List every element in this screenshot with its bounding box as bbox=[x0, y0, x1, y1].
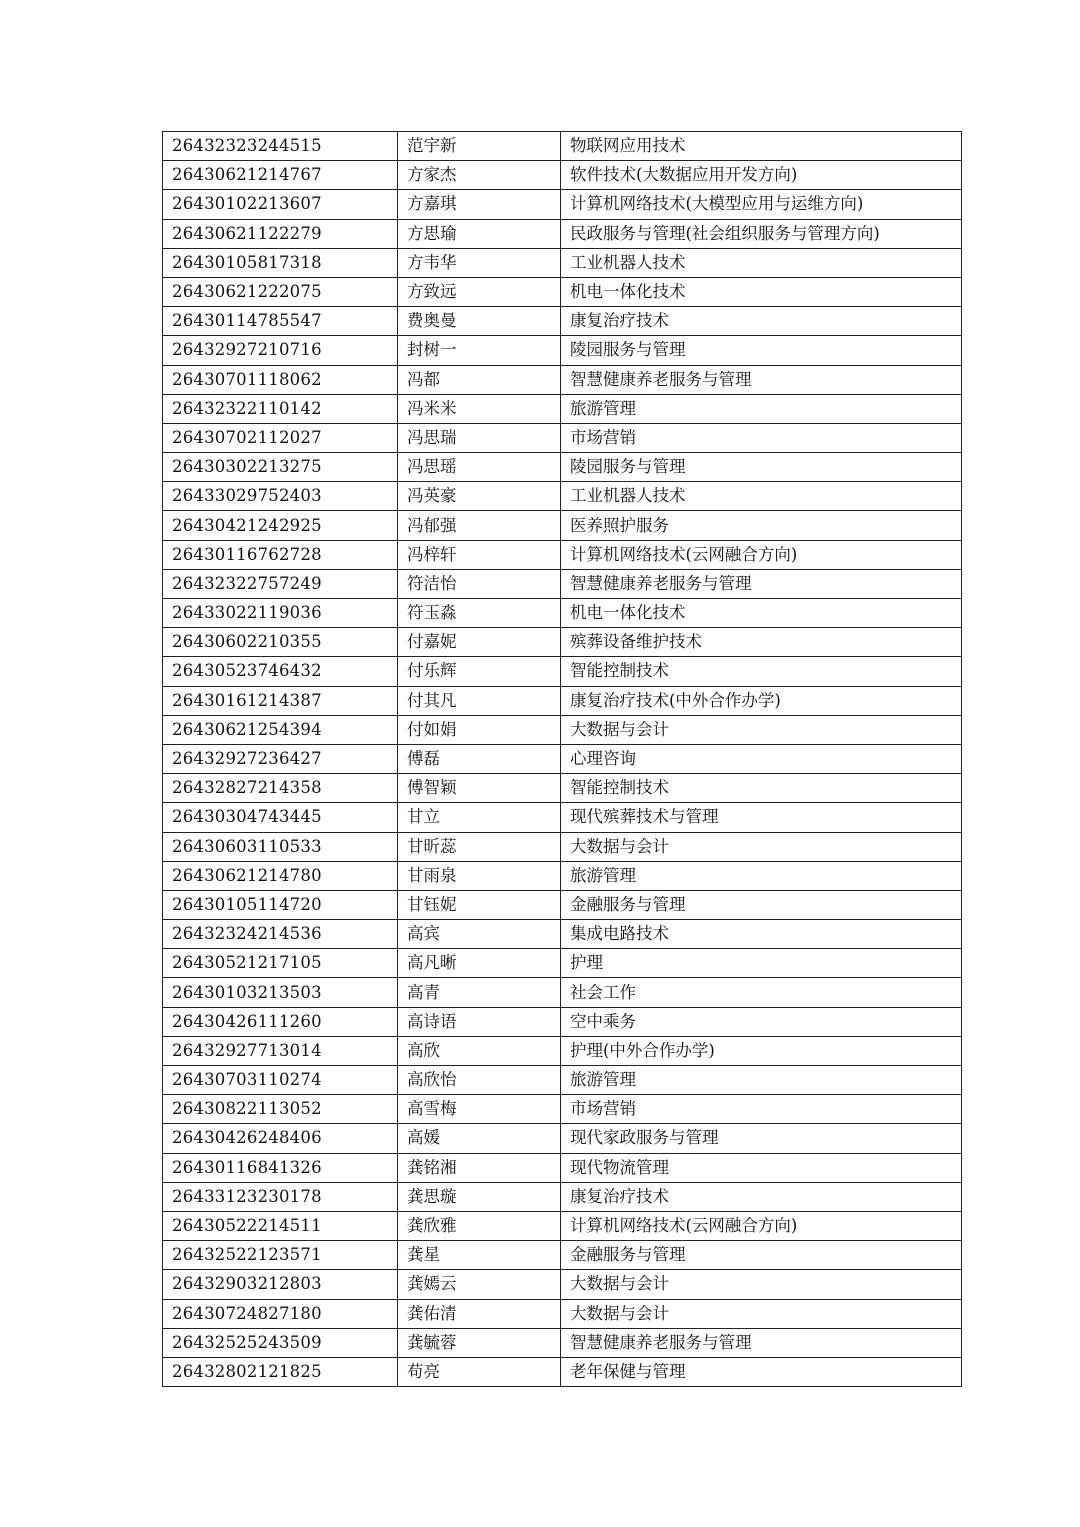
student-id-cell: 26432324214536 bbox=[163, 920, 398, 949]
student-id-cell: 26430621222075 bbox=[163, 277, 398, 306]
table-row bbox=[163, 277, 962, 306]
student-major-cell: 护理(中外合作办学) bbox=[561, 1036, 962, 1065]
student-major-cell: 大数据与会计 bbox=[561, 715, 962, 744]
student-id-cell: 26430114785547 bbox=[163, 307, 398, 336]
student-major-cell: 智慧健康养老服务与管理 bbox=[561, 1328, 962, 1357]
student-name-cell: 方家杰 bbox=[398, 161, 561, 190]
student-id-cell: 26430102213607 bbox=[163, 190, 398, 219]
student-id-cell: 26432802121825 bbox=[163, 1357, 398, 1386]
student-name-cell: 付如娟 bbox=[398, 715, 561, 744]
student-major-cell: 物联网应用技术 bbox=[561, 132, 962, 161]
student-name-cell: 龚铭湘 bbox=[398, 1153, 561, 1182]
student-major-cell: 康复治疗技术 bbox=[561, 307, 962, 336]
student-major-cell: 陵园服务与管理 bbox=[561, 453, 962, 482]
table-row bbox=[163, 307, 962, 336]
student-name-cell: 费奥曼 bbox=[398, 307, 561, 336]
student-name-cell: 冯米米 bbox=[398, 394, 561, 423]
student-name-cell: 高诗语 bbox=[398, 1007, 561, 1036]
table-row bbox=[163, 540, 962, 569]
student-id-cell: 26430523746432 bbox=[163, 657, 398, 686]
table-row bbox=[163, 219, 962, 248]
student-major-cell: 康复治疗技术(中外合作办学) bbox=[561, 686, 962, 715]
student-id-cell: 26430103213503 bbox=[163, 978, 398, 1007]
student-major-cell: 市场营销 bbox=[561, 423, 962, 452]
table-row bbox=[163, 1007, 962, 1036]
student-name-cell: 甘钰妮 bbox=[398, 890, 561, 919]
table-row bbox=[163, 1153, 962, 1182]
student-major-cell: 空中乘务 bbox=[561, 1007, 962, 1036]
table-row bbox=[163, 161, 962, 190]
student-id-cell: 26430302213275 bbox=[163, 453, 398, 482]
table-row bbox=[163, 1357, 962, 1386]
table-row bbox=[163, 1241, 962, 1270]
table-row bbox=[163, 715, 962, 744]
student-name-cell: 方思瑜 bbox=[398, 219, 561, 248]
student-major-cell: 旅游管理 bbox=[561, 1066, 962, 1095]
student-name-cell: 范宇新 bbox=[398, 132, 561, 161]
student-name-cell: 甘立 bbox=[398, 803, 561, 832]
table-row bbox=[163, 1036, 962, 1065]
student-name-cell: 冯郁强 bbox=[398, 511, 561, 540]
student-id-cell: 26430603110533 bbox=[163, 832, 398, 861]
table-row bbox=[163, 686, 962, 715]
student-id-cell: 26433029752403 bbox=[163, 482, 398, 511]
student-major-cell: 旅游管理 bbox=[561, 394, 962, 423]
student-table bbox=[162, 131, 962, 1387]
table-row bbox=[163, 744, 962, 773]
student-id-cell: 26430116841326 bbox=[163, 1153, 398, 1182]
student-id-cell: 26430822113052 bbox=[163, 1095, 398, 1124]
table-row bbox=[163, 1124, 962, 1153]
student-major-cell: 金融服务与管理 bbox=[561, 1241, 962, 1270]
student-id-cell: 26432927210716 bbox=[163, 336, 398, 365]
student-id-cell: 26432525243509 bbox=[163, 1328, 398, 1357]
student-id-cell: 26430602210355 bbox=[163, 628, 398, 657]
student-table-body bbox=[163, 132, 962, 1387]
student-major-cell: 大数据与会计 bbox=[561, 1299, 962, 1328]
student-id-cell: 26433123230178 bbox=[163, 1182, 398, 1211]
student-name-cell: 冯英豪 bbox=[398, 482, 561, 511]
table-row bbox=[163, 1211, 962, 1240]
student-name-cell: 冯思瑞 bbox=[398, 423, 561, 452]
student-id-cell: 26430701118062 bbox=[163, 365, 398, 394]
student-major-cell: 心理咨询 bbox=[561, 744, 962, 773]
student-major-cell: 现代殡葬技术与管理 bbox=[561, 803, 962, 832]
student-id-cell: 26432522123571 bbox=[163, 1241, 398, 1270]
student-id-cell: 26430522214511 bbox=[163, 1211, 398, 1240]
student-name-cell: 付嘉妮 bbox=[398, 628, 561, 657]
student-major-cell: 现代家政服务与管理 bbox=[561, 1124, 962, 1153]
student-major-cell: 软件技术(大数据应用开发方向) bbox=[561, 161, 962, 190]
student-id-cell: 26430426111260 bbox=[163, 1007, 398, 1036]
table-row bbox=[163, 569, 962, 598]
student-id-cell: 26432827214358 bbox=[163, 774, 398, 803]
student-major-cell: 智能控制技术 bbox=[561, 657, 962, 686]
student-major-cell: 殡葬设备维护技术 bbox=[561, 628, 962, 657]
student-id-cell: 26430621122279 bbox=[163, 219, 398, 248]
student-name-cell: 甘雨泉 bbox=[398, 861, 561, 890]
student-major-cell: 现代物流管理 bbox=[561, 1153, 962, 1182]
student-major-cell: 金融服务与管理 bbox=[561, 890, 962, 919]
table-row bbox=[163, 657, 962, 686]
table-row bbox=[163, 861, 962, 890]
student-major-cell: 旅游管理 bbox=[561, 861, 962, 890]
student-name-cell: 龚欣雅 bbox=[398, 1211, 561, 1240]
table-row bbox=[163, 949, 962, 978]
table-row bbox=[163, 511, 962, 540]
student-major-cell: 医养照护服务 bbox=[561, 511, 962, 540]
table-row bbox=[163, 190, 962, 219]
student-major-cell: 计算机网络技术(云网融合方向) bbox=[561, 540, 962, 569]
student-name-cell: 方嘉琪 bbox=[398, 190, 561, 219]
student-name-cell: 傅磊 bbox=[398, 744, 561, 773]
table-row bbox=[163, 132, 962, 161]
table-row bbox=[163, 890, 962, 919]
student-name-cell: 付乐辉 bbox=[398, 657, 561, 686]
student-id-cell: 26430621214767 bbox=[163, 161, 398, 190]
table-row bbox=[163, 453, 962, 482]
student-id-cell: 26433022119036 bbox=[163, 599, 398, 628]
table-row bbox=[163, 628, 962, 657]
student-major-cell: 机电一体化技术 bbox=[561, 599, 962, 628]
student-name-cell: 封树一 bbox=[398, 336, 561, 365]
student-name-cell: 高凡晰 bbox=[398, 949, 561, 978]
student-name-cell: 冯思瑶 bbox=[398, 453, 561, 482]
student-major-cell: 康复治疗技术 bbox=[561, 1182, 962, 1211]
table-row bbox=[163, 1095, 962, 1124]
student-name-cell: 甘昕蕊 bbox=[398, 832, 561, 861]
table-row bbox=[163, 1066, 962, 1095]
table-row bbox=[163, 423, 962, 452]
student-major-cell: 计算机网络技术(云网融合方向) bbox=[561, 1211, 962, 1240]
student-id-cell: 26430421242925 bbox=[163, 511, 398, 540]
student-id-cell: 26430703110274 bbox=[163, 1066, 398, 1095]
student-name-cell: 高宾 bbox=[398, 920, 561, 949]
table-row bbox=[163, 394, 962, 423]
student-name-cell: 高雪梅 bbox=[398, 1095, 561, 1124]
student-major-cell: 护理 bbox=[561, 949, 962, 978]
student-major-cell: 大数据与会计 bbox=[561, 832, 962, 861]
student-major-cell: 大数据与会计 bbox=[561, 1270, 962, 1299]
student-major-cell: 智慧健康养老服务与管理 bbox=[561, 569, 962, 598]
student-id-cell: 26430621214780 bbox=[163, 861, 398, 890]
student-id-cell: 26432903212803 bbox=[163, 1270, 398, 1299]
student-id-cell: 26430426248406 bbox=[163, 1124, 398, 1153]
student-major-cell: 工业机器人技术 bbox=[561, 248, 962, 277]
student-id-cell: 26430105114720 bbox=[163, 890, 398, 919]
student-id-cell: 26430724827180 bbox=[163, 1299, 398, 1328]
table-row bbox=[163, 920, 962, 949]
student-id-cell: 26430161214387 bbox=[163, 686, 398, 715]
student-name-cell: 付其凡 bbox=[398, 686, 561, 715]
student-major-cell: 机电一体化技术 bbox=[561, 277, 962, 306]
student-name-cell: 苟亮 bbox=[398, 1357, 561, 1386]
student-id-cell: 26430105817318 bbox=[163, 248, 398, 277]
student-id-cell: 26430304743445 bbox=[163, 803, 398, 832]
table-row bbox=[163, 599, 962, 628]
student-major-cell: 智慧健康养老服务与管理 bbox=[561, 365, 962, 394]
student-major-cell: 老年保健与管理 bbox=[561, 1357, 962, 1386]
student-name-cell: 龚思璇 bbox=[398, 1182, 561, 1211]
student-id-cell: 26432927713014 bbox=[163, 1036, 398, 1065]
student-major-cell: 智能控制技术 bbox=[561, 774, 962, 803]
student-major-cell: 陵园服务与管理 bbox=[561, 336, 962, 365]
student-name-cell: 傅智颖 bbox=[398, 774, 561, 803]
student-major-cell: 民政服务与管理(社会组织服务与管理方向) bbox=[561, 219, 962, 248]
student-name-cell: 龚毓蓉 bbox=[398, 1328, 561, 1357]
student-id-cell: 26430702112027 bbox=[163, 423, 398, 452]
table-row bbox=[163, 336, 962, 365]
student-name-cell: 方韦华 bbox=[398, 248, 561, 277]
table-row bbox=[163, 248, 962, 277]
student-id-cell: 26430521217105 bbox=[163, 949, 398, 978]
table-row bbox=[163, 978, 962, 1007]
student-major-cell: 计算机网络技术(大模型应用与运维方向) bbox=[561, 190, 962, 219]
table-row bbox=[163, 365, 962, 394]
student-name-cell: 高媛 bbox=[398, 1124, 561, 1153]
table-row bbox=[163, 774, 962, 803]
student-id-cell: 26430621254394 bbox=[163, 715, 398, 744]
student-name-cell: 龚嫣云 bbox=[398, 1270, 561, 1299]
student-name-cell: 高青 bbox=[398, 978, 561, 1007]
table-row bbox=[163, 1270, 962, 1299]
student-id-cell: 26432927236427 bbox=[163, 744, 398, 773]
student-name-cell: 龚星 bbox=[398, 1241, 561, 1270]
student-name-cell: 龚佑清 bbox=[398, 1299, 561, 1328]
student-name-cell: 冯都 bbox=[398, 365, 561, 394]
student-major-cell: 集成电路技术 bbox=[561, 920, 962, 949]
student-id-cell: 26430116762728 bbox=[163, 540, 398, 569]
table-row bbox=[163, 1328, 962, 1357]
student-id-cell: 26432322757249 bbox=[163, 569, 398, 598]
student-name-cell: 高欣怡 bbox=[398, 1066, 561, 1095]
student-name-cell: 符洁怡 bbox=[398, 569, 561, 598]
table-row bbox=[163, 482, 962, 511]
student-major-cell: 社会工作 bbox=[561, 978, 962, 1007]
table-row bbox=[163, 1182, 962, 1211]
student-name-cell: 方致远 bbox=[398, 277, 561, 306]
student-major-cell: 工业机器人技术 bbox=[561, 482, 962, 511]
student-id-cell: 26432322110142 bbox=[163, 394, 398, 423]
student-name-cell: 高欣 bbox=[398, 1036, 561, 1065]
table-row bbox=[163, 1299, 962, 1328]
student-id-cell: 26432323244515 bbox=[163, 132, 398, 161]
table-row bbox=[163, 803, 962, 832]
table-row bbox=[163, 832, 962, 861]
student-name-cell: 冯梓轩 bbox=[398, 540, 561, 569]
student-name-cell: 符玉淼 bbox=[398, 599, 561, 628]
student-major-cell: 市场营销 bbox=[561, 1095, 962, 1124]
